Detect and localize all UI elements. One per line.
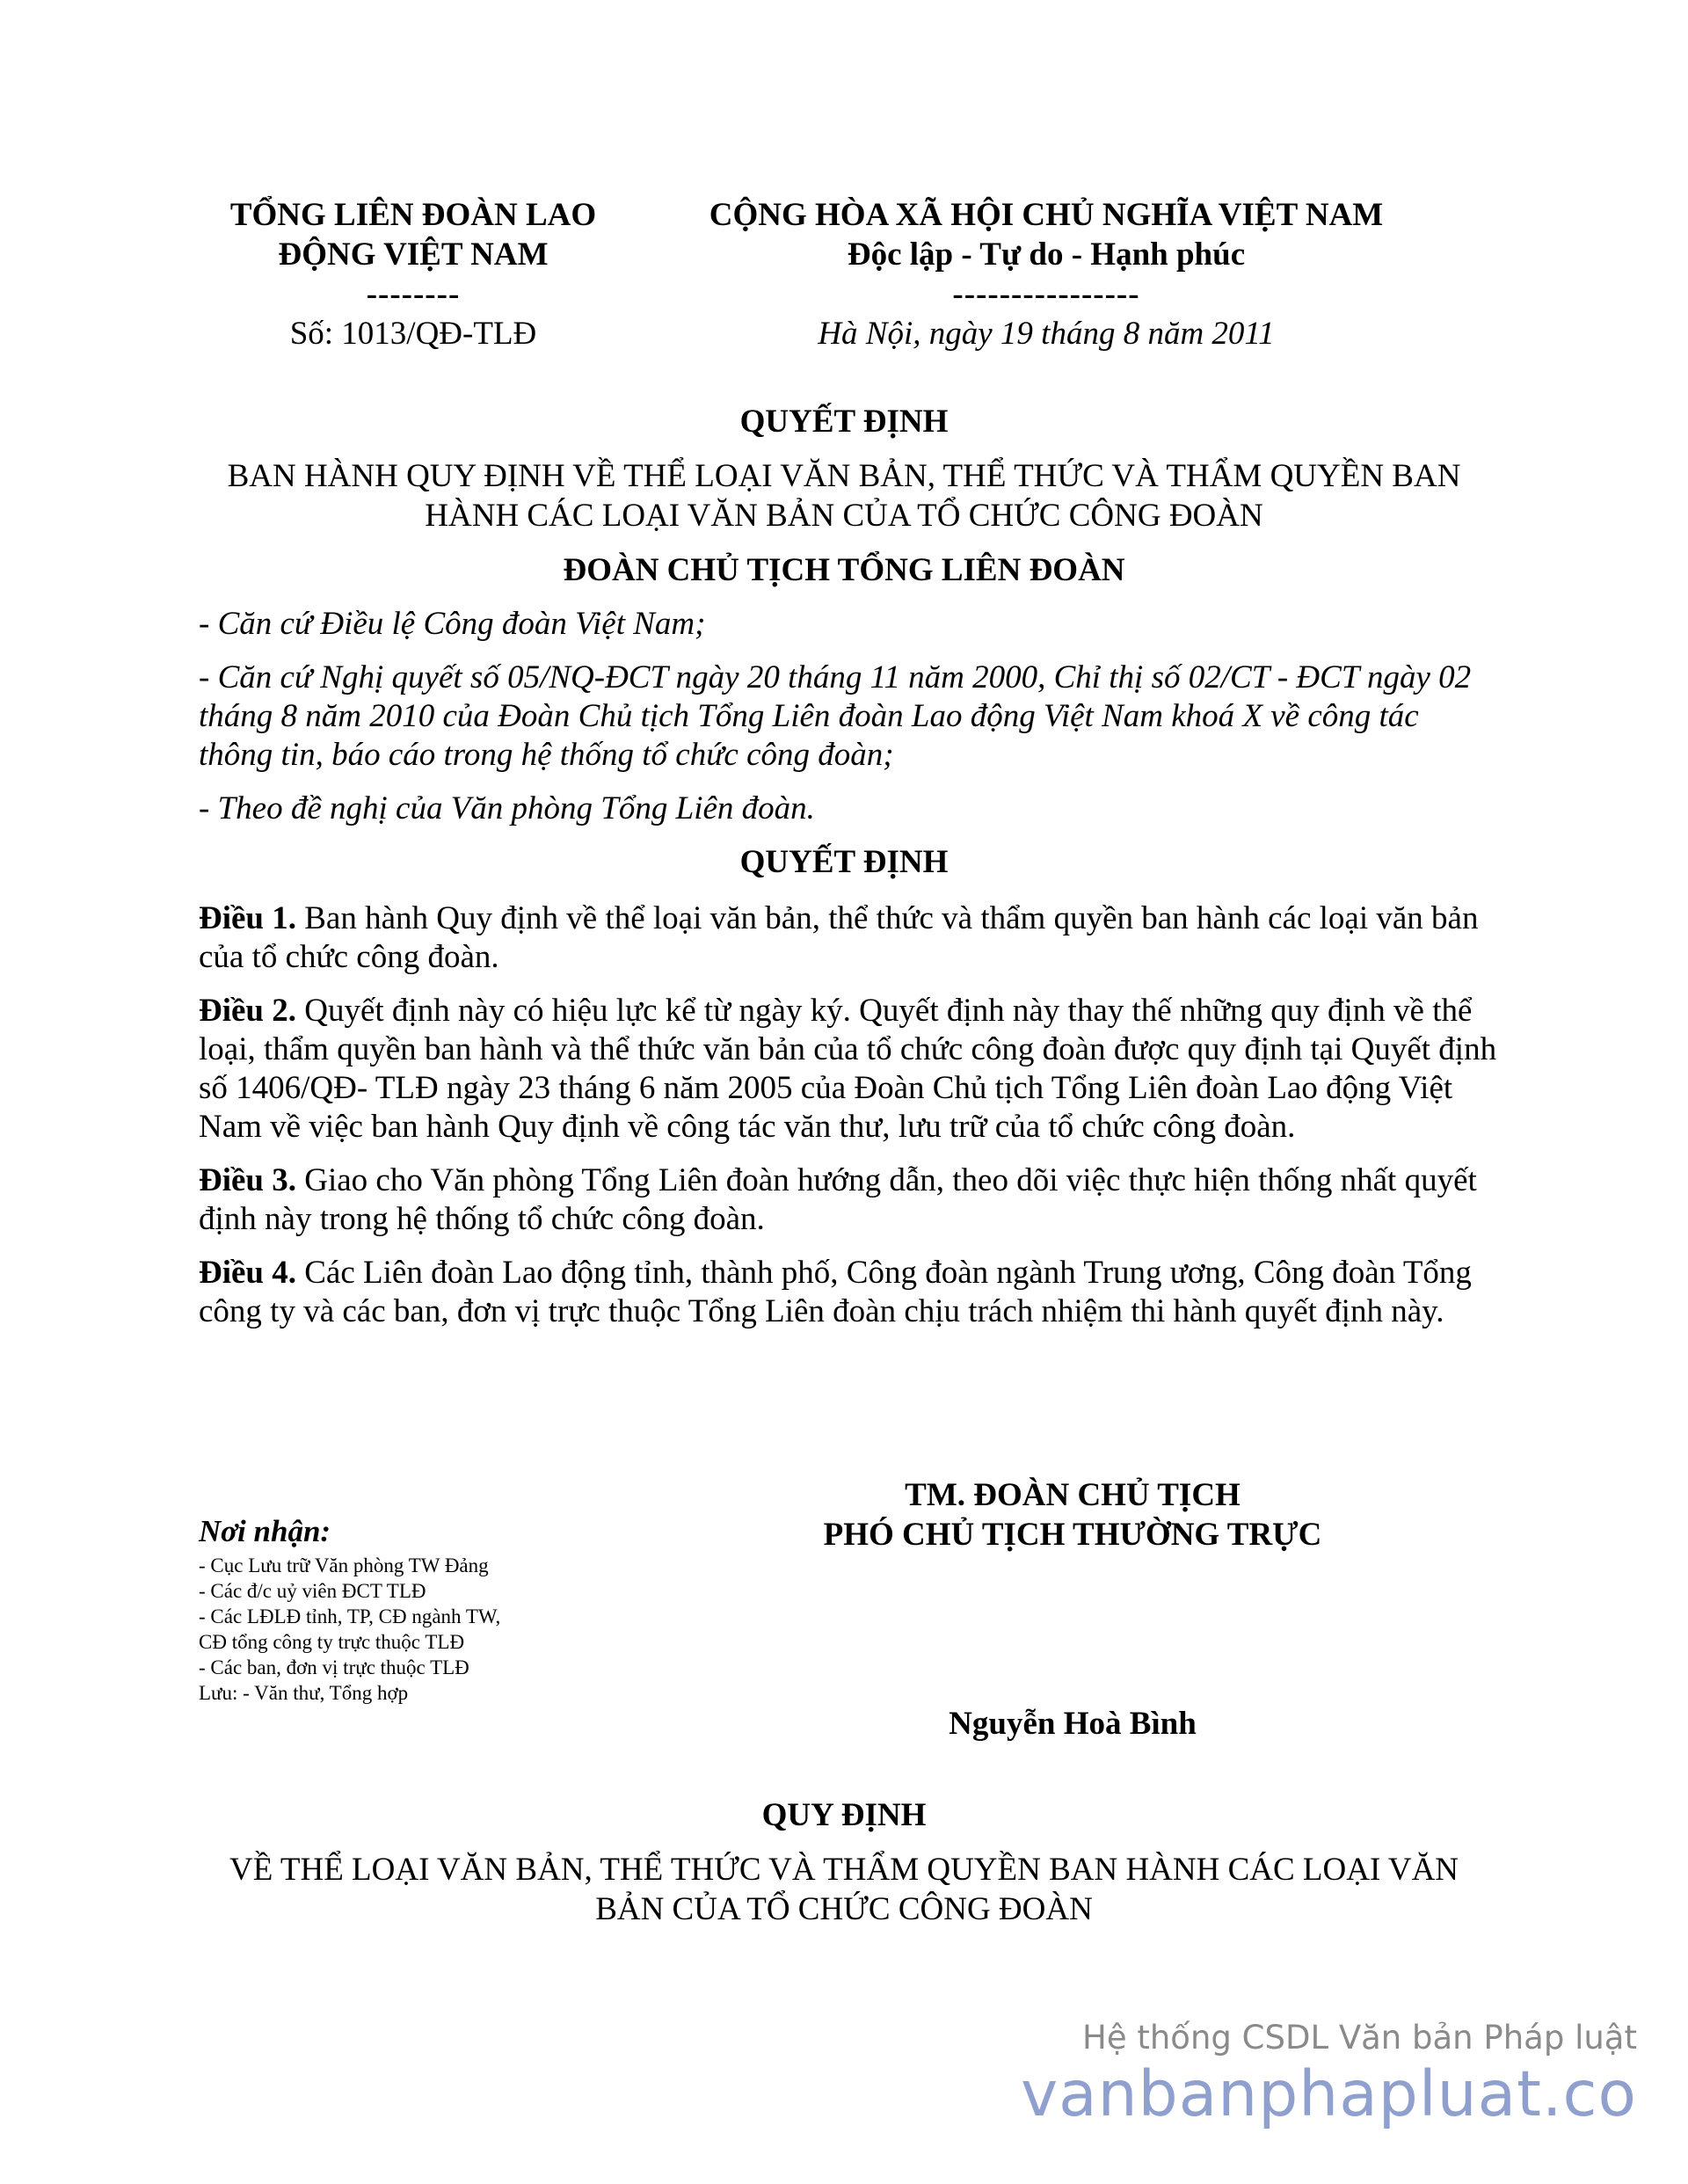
article-1 <box>199 899 1500 977</box>
regulation-heading: QUY ĐỊNH <box>761 1797 927 1833</box>
signer-name: Nguyễn Hoà Bình <box>949 1706 1197 1742</box>
articles <box>199 899 1500 1346</box>
article-2 <box>199 992 1500 1147</box>
recipient-item: CĐ tổng công ty trực thuộc TLĐ <box>199 1631 465 1653</box>
recipients-block <box>199 1514 656 1706</box>
decision-heading-2: QUYẾT ĐỊNH <box>739 844 949 880</box>
article-text: Ban hành Quy định về thể loại văn bản, thể thức và thẩm quyền ban hành các loại văn bản của tổ chức công đoàn. <box>199 900 1479 975</box>
decision-subject-line1: BAN HÀNH QUY ĐỊNH VỀ THỂ LOẠI VĂN BẢN, THỂ THỨC VÀ THẨM QUYỀN BAN <box>227 458 1461 494</box>
motto-divider: ---------------- <box>952 276 1140 312</box>
signature-title-line2: PHÓ CHỦ TỊCH THƯỜNG TRỰC <box>823 1517 1322 1553</box>
issuing-authority: ĐOÀN CHỦ TỊCH TỔNG LIÊN ĐOÀN <box>563 552 1125 588</box>
watermark-url: vanbanphapluat.co <box>1021 2057 1637 2130</box>
signature-title-line1: TM. ĐOÀN CHỦ TỊCH <box>905 1477 1241 1513</box>
legal-basis <box>199 605 1500 843</box>
document-number: Số: 1013/QĐ-TLĐ <box>289 316 537 352</box>
national-motto: Độc lập - Tự do - Hạnh phúc <box>847 237 1246 273</box>
issuing-organization-block <box>202 195 624 353</box>
org-name-line2: ĐỘNG VIỆT NAM <box>278 237 549 273</box>
national-header-block <box>651 195 1442 353</box>
article-text: Quyết định này có hiệu lực kể từ ngày ký. Quyết định này thay thế những quy định về thể loại, thẩm quyền ban hành và thể thức văn bản của tổ chức công đoàn được quy định tại Quyết định số 1406/QĐ- TLĐ ngày 23 tháng 6 năm 2005 của Đoàn Chủ tịch Tổng Liên đoàn Lao động Việt Nam về việc ban hành Quy định về công tác văn thư, lưu trữ của tổ chức công đoàn. <box>199 993 1497 1145</box>
watermark-line1: Hệ thống CSDL Văn bản Pháp luật <box>1082 2019 1637 2057</box>
recipient-item: - Các LĐLĐ tỉnh, TP, CĐ ngành TW, <box>199 1605 501 1627</box>
place-date: Hà Nội, ngày 19 tháng 8 năm 2011 <box>818 316 1275 352</box>
decision-heading: QUYẾT ĐỊNH <box>739 404 949 440</box>
recipient-item: Lưu: - Văn thư, Tổng hợp <box>199 1682 409 1704</box>
article-text: Giao cho Văn phòng Tổng Liên đoàn hướng dẫn, theo dõi việc thực hiện thống nhất quyết định này trong hệ thống tổ chức công đoàn. <box>199 1162 1477 1237</box>
article-label: Điều 3. <box>199 1162 296 1198</box>
basis-item: - Căn cứ Nghị quyết số 05/NQ-ĐCT ngày 20 tháng 11 năm 2000, Chỉ thị số 02/CT - ĐCT ngày 02 tháng 8 năm 2010 của Đoàn Chủ tịch Tổng Liên đoàn Lao động Việt Nam khoá X về công tác thông tin, báo cáo trong hệ thống tổ chức công đoàn; <box>199 659 1472 773</box>
basis-item: - Theo đề nghị của Văn phòng Tổng Liên đoàn. <box>199 790 815 826</box>
article-4 <box>199 1254 1500 1331</box>
org-name-line1: TỔNG LIÊN ĐOÀN LAO <box>229 197 597 233</box>
signature-title-block <box>756 1475 1389 1554</box>
regulation-subject-line1: VỀ THỂ LOẠI VĂN BẢN, THỂ THỨC VÀ THẨM QUYỀN BAN HÀNH CÁC LOẠI VĂN <box>229 1852 1459 1888</box>
recipient-item: - Cục Lưu trữ Văn phòng TW Đảng <box>199 1554 489 1576</box>
article-label: Điều 2. <box>199 993 296 1029</box>
article-text: Các Liên đoàn Lao động tỉnh, thành phố, Công đoàn ngành Trung ương, Công đoàn Tổng công ty và các ban, đơn vị trực thuộc Tổng Liên đoàn chịu trách nhiệm thi hành quyết định này. <box>199 1255 1472 1329</box>
article-label: Điều 4. <box>199 1255 296 1291</box>
basis-item: - Căn cứ Điều lệ Công đoàn Việt Nam; <box>199 606 706 642</box>
regulation-subject-line2: BẢN CỦA TỔ CHỨC CÔNG ĐOÀN <box>595 1891 1093 1927</box>
decision-subject-line2: HÀNH CÁC LOẠI VĂN BẢN CỦA TỔ CHỨC CÔNG ĐOÀN <box>425 498 1263 534</box>
recipient-item: - Các ban, đơn vị trực thuộc TLĐ <box>199 1656 469 1678</box>
recipient-item: - Các đ/c uỷ viên ĐCT TLĐ <box>199 1580 426 1602</box>
country-name: CỘNG HÒA XÃ HỘI CHỦ NGHĨA VIỆT NAM <box>709 197 1384 233</box>
regulation-title-block <box>176 1795 1512 1929</box>
recipients-title: Nơi nhận: <box>199 1514 331 1548</box>
org-divider: -------- <box>366 276 461 312</box>
article-3 <box>199 1161 1500 1239</box>
decision-title-block <box>176 402 1512 590</box>
article-label: Điều 1. <box>199 900 296 936</box>
